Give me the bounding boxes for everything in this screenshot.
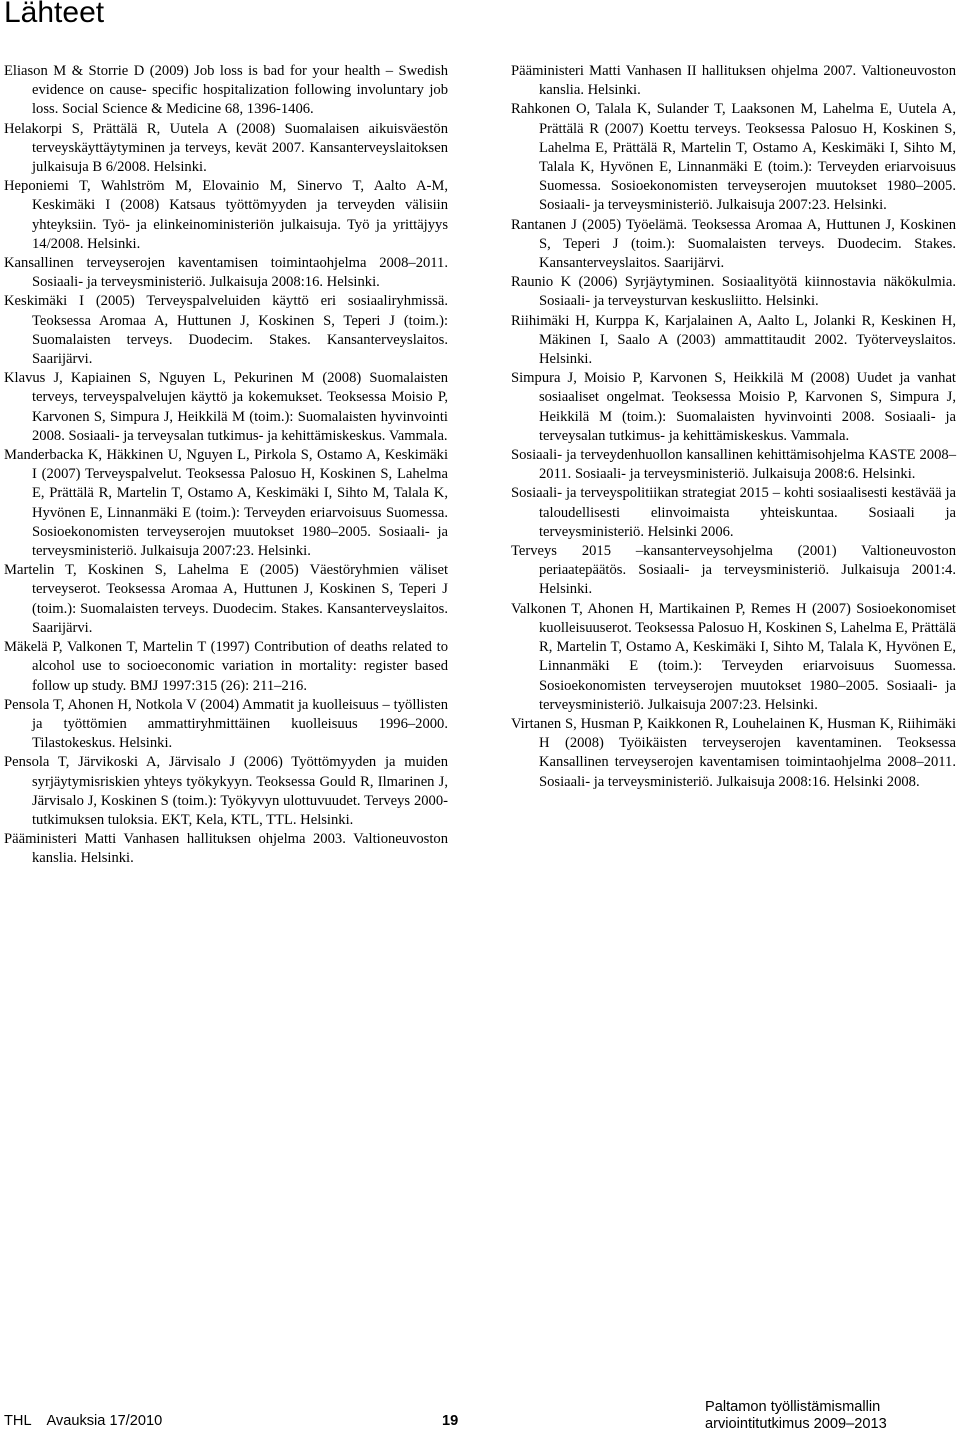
reference-entry: Kansallinen terveyserojen kaventamisen toimintaohjelma 2008–2011. Sosiaali- ja terveysministeriö. Julkaisuja 2008:16. Helsinki. [4,255,448,291]
reference-entry: Simpura J, Moisio P, Karvonen S, Heikkilä M (2008) Uudet ja vanhat sosiaaliset ongelmat. Teoksessa Moisio P, Karvonen S, Simpura J, Heikkilä M (toim.): Suomalaisten hyvinvointi 2008. Sosiaali- ja terveysalan tutkimus- ja kehittämiskeskus. Vammala. [511,370,956,444]
reference-entry: Valkonen T, Ahonen H, Martikainen P, Remes H (2007) Sosioekonomiset kuolleisuuserot. Teoksessa Palosuo H, Koskinen S, Lahelma E, Prättälä R, Martelin T, Ostamo A, Keskimäki I, Sihto M, Talala K, Hyvönen E, Linnanmäki E (toim.): Terveyden eriarvoisuus Suomessa. Sosioekonomisten terveyserojen muutokset 1980–2005. Sosiaali- ja terveysministeriö. Julkaisuja 2007:23. Helsinki. [511,600,956,713]
reference-entry: Pääministeri Matti Vanhasen hallituksen ohjelma 2003. Valtioneuvoston kanslia. Helsinki. [4,831,448,867]
references-column-left [4,62,448,869]
footer-report-title-line1: Paltamon työllistämismallin [705,1399,881,1415]
reference-entry: Sosiaali- ja terveydenhuollon kansallinen kehittämisohjelma KASTE 2008–2011. Sosiaali- ja terveysministeriö. Julkaisuja 2008:6. Helsinki. [511,447,956,483]
reference-entry: Virtanen S, Husman P, Kaikkonen R, Louhelainen K, Husman K, Riihimäki H (2008) Työikäisten terveyserojen kaventaminen. Teoksessa Kansallinen terveyserojen kaventamisen toimintaohjelma 2008–2011. Sosiaali- ja terveysministeriö. Julkaisuja 2008:16. Helsinki 2008. [511,715,956,790]
reference-entry: Pensola T, Ahonen H, Notkola V (2004) Ammatit ja kuolleisuus – työllisten ja työttömien ammattiryhmittäinen kuolleisuus 1996–2000. Tilastokeskus. Helsinki. [4,696,448,752]
page-number: 19 [442,1413,459,1429]
reference-entry: Klavus J, Kapiainen S, Nguyen L, Pekurinen M (2008) Suomalaisten terveys, terveyspalvelujen käyttö ja kokemukset. Teoksessa Moisio P, Karvonen S, Simpura J, Heikkilä M (toim.): Suomalaisten hyvinvointi 2008. Sosiaali- ja terveysalan tutkimus- ja kehittämiskeskus. Vammala. [4,370,448,444]
footer-publication: THL Avauksia 17/2010 [4,1413,163,1429]
reference-entry: Eliason M & Storrie D (2009) Job loss is bad for your health – Swedish evidence on cause- specific hospitalization following involuntary job loss. Social Science & Medicine 68, 1396-1406. [4,63,448,118]
reference-entry: Manderbacka K, Häkkinen U, Nguyen L, Pirkola S, Ostamo A, Keskimäki I (2007) Terveyspalvelut. Teoksessa Palosuo H, Koskinen S, Lahelma E, Prättälä R, Martelin T, Ostamo A, Keskimäki I, Sihto M, Talala K, Hyvönen E, Linnanmäki E (toim.): Terveyden eriarvoisuus Suomessa. Sosioekonomisten terveyserojen muutokset 1980–2005. Sosiaali- ja terveysministeriö. Julkaisuja 2007:23. Helsinki. [4,447,448,560]
reference-entry: Pääministeri Matti Vanhasen II hallituksen ohjelma 2007. Valtioneuvoston kanslia. Helsinki. [511,63,956,99]
page-title: Lähteet [4,0,105,29]
reference-entry: Heponiemi T, Wahlström M, Elovainio M, Sinervo T, Aalto A-M, Keskimäki I (2008) Katsaus työttömyyden ja terveyden välisiin yhteyksiin. Työ- ja elinkeinoministeriön julkaisuja. Työ ja yrittäjyys 14/2008. Helsinki. [4,178,448,252]
reference-entry: Rantanen J (2005) Työelämä. Teoksessa Aromaa A, Huttunen J, Koskinen S, Teperi J (toim.): Suomalaisten terveys. Duodecim. Stakes. Kansanterveyslaitos. Saarijärvi. [511,216,956,272]
reference-entry: Mäkelä P, Valkonen T, Martelin T (1997) Contribution of deaths related to alcohol use to socioeconomic variation in mortality: register based follow up study. BMJ 1997:315 (26): 211–216. [4,639,448,694]
footer-report-title-line2: arviointitutkimus 2009–2013 [705,1416,887,1432]
reference-entry: Martelin T, Koskinen S, Lahelma E (2005) Väestöryhmien väliset terveyserot. Teoksessa Aromaa A, Huttunen J, Koskinen S, Teperi J (toim.): Suomalaisten terveys. Duodecim. Stakes. Kansanterveyslaitos. Saarijärvi. [4,562,448,636]
reference-entry: Terveys 2015 –kansanterveysohjelma (2001) Valtioneuvoston periaatepäätös. Sosiaali- ja terveysministeriö. Julkaisuja 2001:4. Helsinki. [511,543,956,598]
references-column-right [511,62,956,792]
reference-entry: Pensola T, Järvikoski A, Järvisalo J (2006) Työttömyyden ja muiden syrjäytymisriskien yhteys työkykyyn. Teoksessa Gould R, Ilmarinen J, Järvisalo J, Koskinen S (toim.): Työkyvyn ulottuvuudet. Terveys 2000-tutkimuksen tuloksia. EKT, Kela, KTL, TTL. Helsinki. [4,754,448,828]
reference-entry: Raunio K (2006) Syrjäytyminen. Sosiaalityötä kiinnostavia näkökulmia. Sosiaali- ja terveysturvan keskusliitto. Helsinki. [511,274,956,310]
footer-report-title [705,1399,887,1433]
reference-entry: Rahkonen O, Talala K, Sulander T, Laaksonen M, Lahelma E, Uutela A, Prättälä R (2007) Koettu terveys. Teoksessa Palosuo H, Koskinen S, Lahelma E, Prättälä R, Martelin T, Ostamo A, Keskimäki I, Sihto M, Talala K, Hyvönen E, Linnanmäki E (toim.): Terveyden eriarvoisuus Suomessa. Sosioekonomisten terveyserojen muutokset 1980–2005. Sosiaali- ja terveysministeriö. Julkaisuja 2007:23. Helsinki. [511,101,956,214]
reference-entry: Riihimäki H, Kurppa K, Karjalainen A, Aalto L, Jolanki R, Keskinen H, Mäkinen I, Saalo A (2003) ammattitaudit 2002. Työterveyslaitos. Helsinki. [511,312,956,368]
reference-entry: Keskimäki I (2005) Terveyspalveluiden käyttö eri sosiaaliryhmissä. Teoksessa Aromaa A, Huttunen J, Koskinen S, Teperi J (toim.): Suomalaisten terveys. Duodecim. Stakes. Kansanterveyslaitos. Saarijärvi. [4,293,448,368]
reference-entry: Helakorpi S, Prättälä R, Uutela A (2008) Suomalaisen aikuisväestön terveyskäyttäytyminen ja terveys, kevät 2007. Kansanterveyslaitoksen julkaisuja B 6/2008. Helsinki. [4,120,448,176]
reference-entry: Sosiaali- ja terveyspolitiikan strategiat 2015 – kohti sosiaalisesti kestävää ja taloudellisesti elinvoimaista yhteiskuntaa. Sosiaali ja terveysministeriö. Helsinki 2006. [511,485,956,540]
